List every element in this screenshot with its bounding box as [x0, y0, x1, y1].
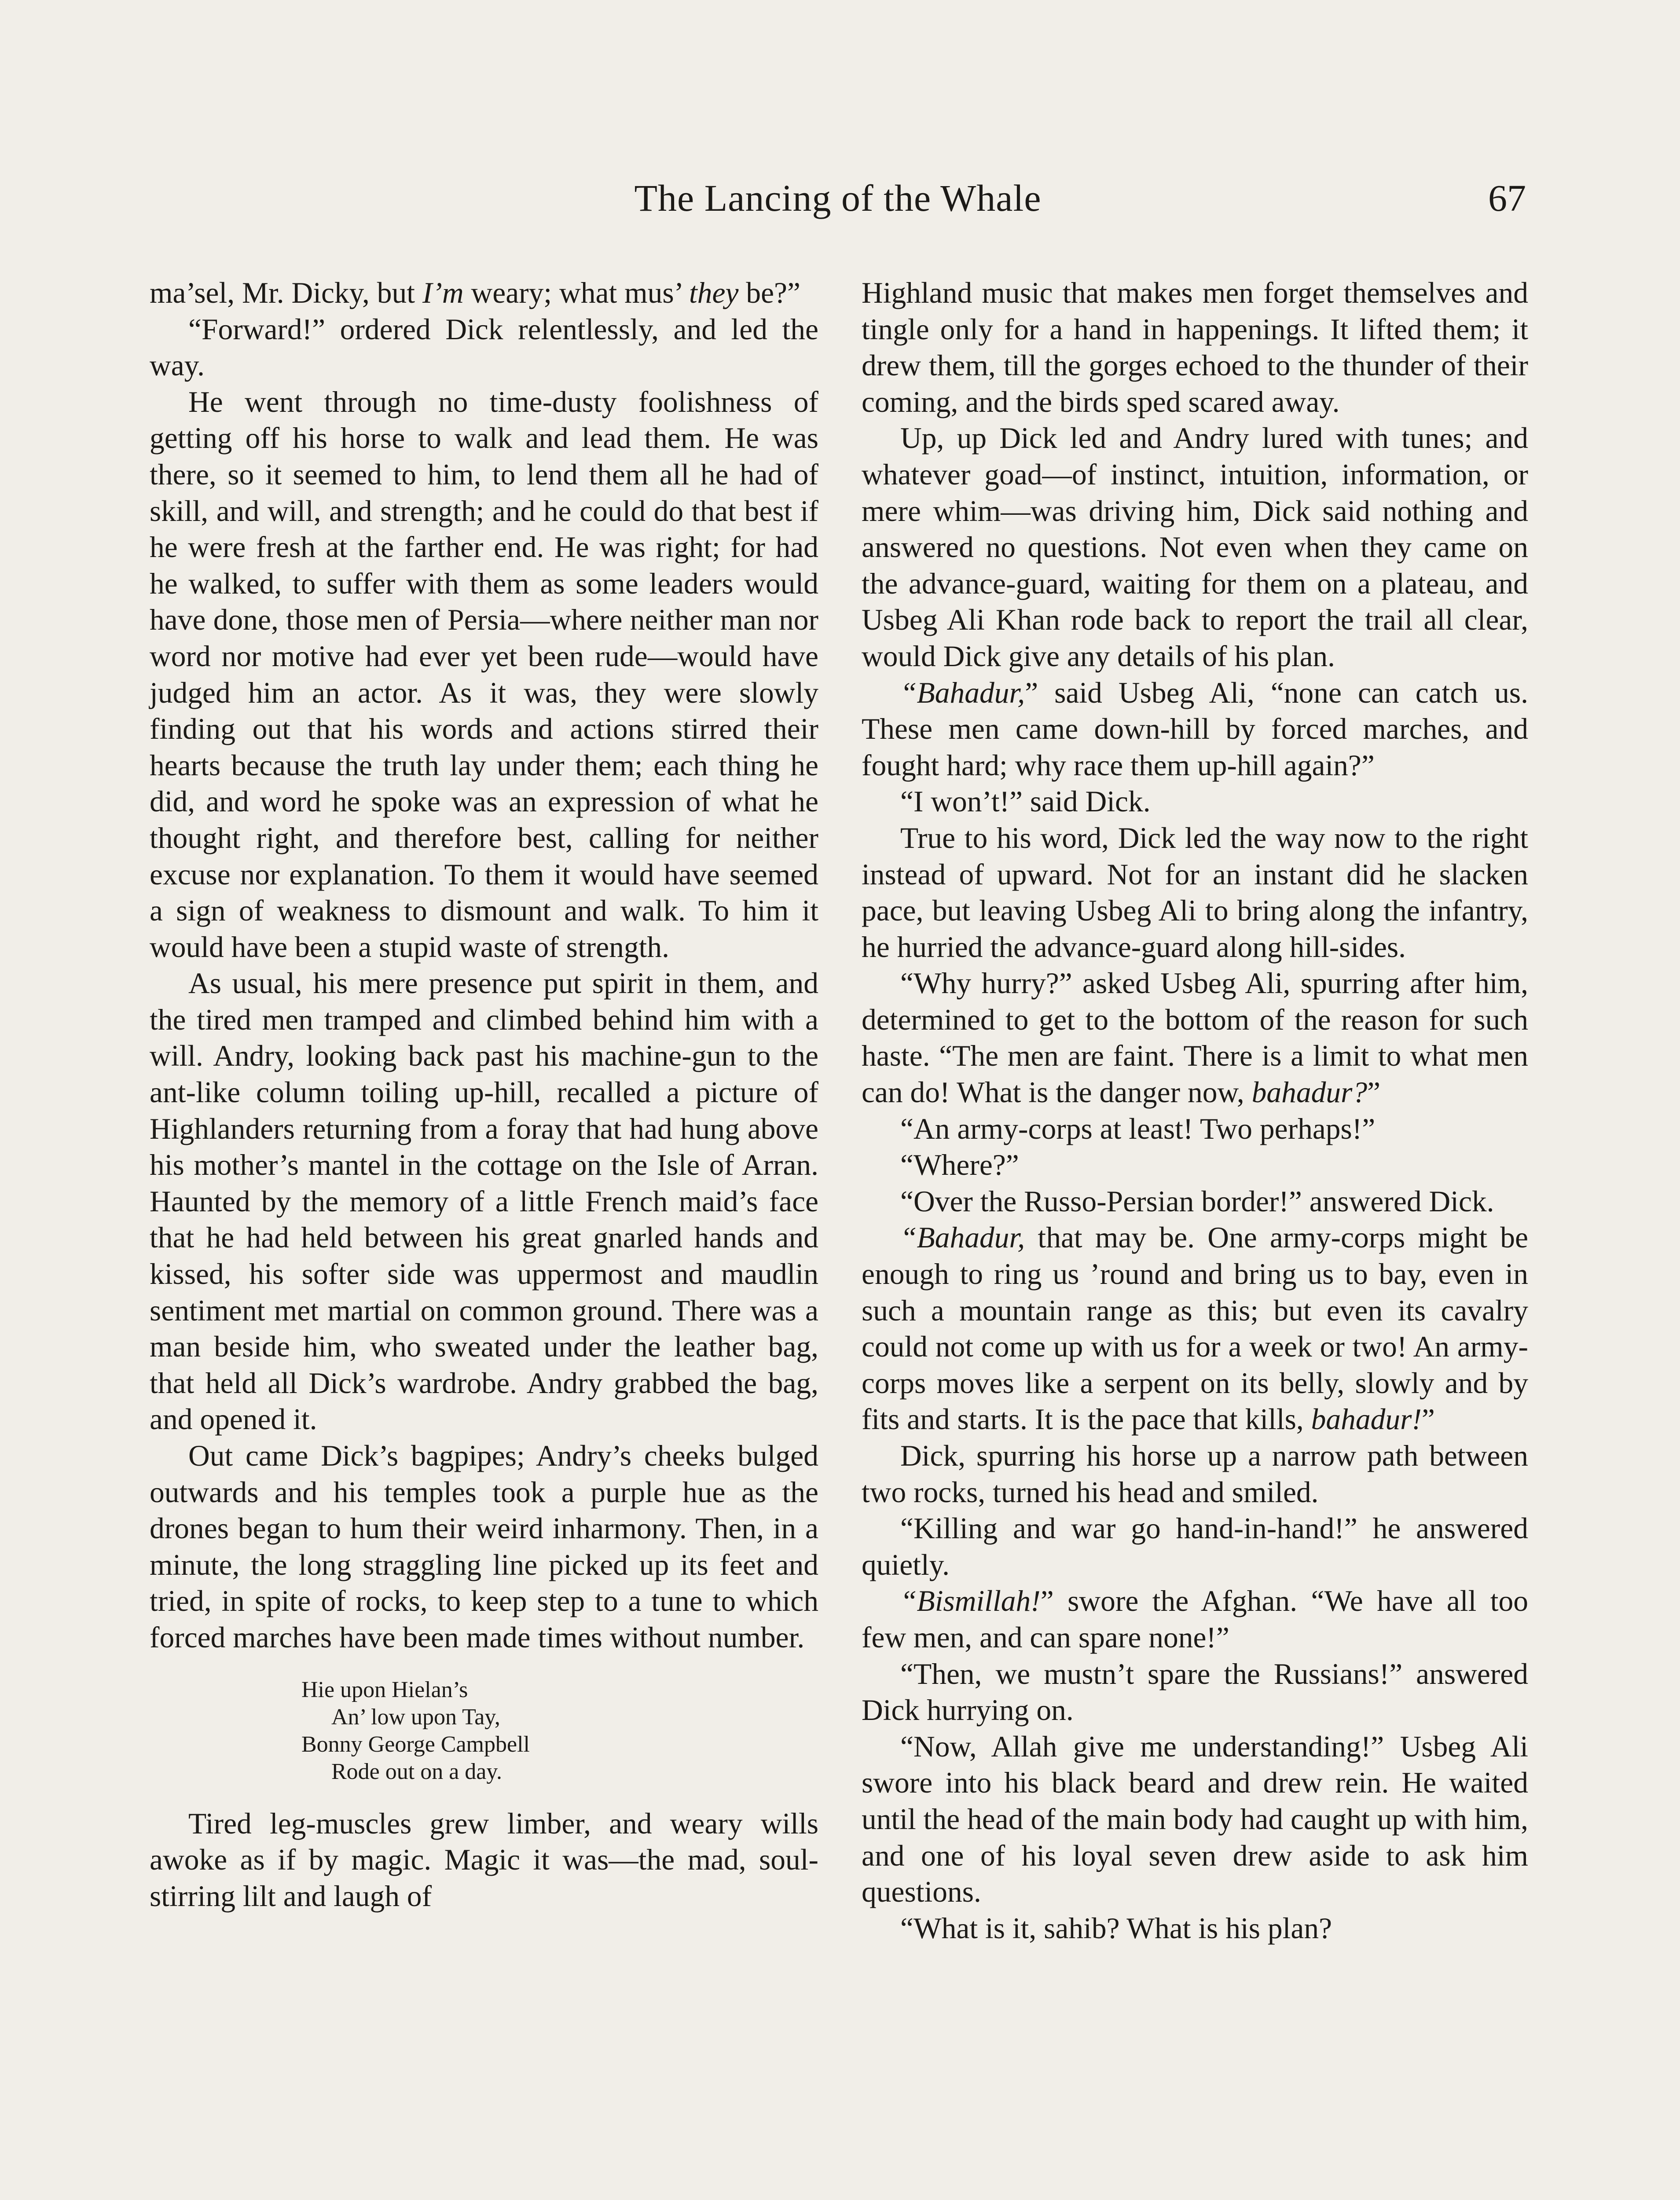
paragraph: “Where?”: [900, 1148, 1019, 1182]
left-column: [150, 275, 818, 1914]
paragraph: True to his word, Dick led the way now to the right instead of upward. Not for an instant did he slacken pace, but leaving Usbeg Ali to bring along the infantry, he hurried the advance-guard along hill-sides.: [862, 821, 1528, 964]
running-title: The Lancing of the Whale: [634, 177, 1042, 219]
paragraph: “Bahadur, that may be. One army-corps might be enough to ring us ’round and bring us to bay, even in such a mountain range as this; but even its cavalry could not come up with us for a week or two! An army-corps moves like a serpent on its belly, slowly and by fits and starts. It is the pace that kills, bahadur!”: [862, 1221, 1528, 1436]
paragraph: ma’sel, Mr. Dicky, but I’m weary; what mus’ they be?”: [150, 276, 800, 309]
paragraph: “Killing and war go hand-in-hand!” he answered quietly.: [862, 1512, 1528, 1581]
paragraph: “Why hurry?” asked Usbeg Ali, spurring after him, determined to get to the bottom of the reason for such haste. “The men are faint. There is a limit to what men can do! What is the danger now, bahadur?”: [862, 967, 1528, 1109]
verse-line: Rode out on a day.: [331, 1759, 502, 1784]
paragraph: Dick, spurring his horse up a narrow path between two rocks, turned his head and smiled.: [862, 1439, 1528, 1509]
verse-block: [301, 1676, 818, 1786]
page-number: 67: [1488, 177, 1526, 219]
paragraph: “Bismillah!” swore the Afghan. “We have all too few men, and can spare none!”: [862, 1584, 1528, 1654]
paragraph: “Now, Allah give me understanding!” Usbeg Ali swore into his black beard and drew rein. He waited until the head of the main body had caught up with him, and one of his loyal seven drew aside to ask him questions.: [862, 1730, 1528, 1909]
verse-line: An’ low upon Tay,: [331, 1704, 500, 1730]
verse-line: Bonny George Campbell: [301, 1731, 530, 1757]
page-header: [150, 176, 1526, 229]
paragraph: “Forward!” ordered Dick relentlessly, and led the way.: [150, 312, 818, 382]
verse-line: Hie upon Hielan’s: [301, 1677, 468, 1702]
paragraph: Up, up Dick led and Andry lured with tunes; and whatever goad—of instinct, intuition, information, or mere whim—was driving him, Dick said nothing and answered no questions. Not even when they came on the advance-guard, waiting for them on a plateau, and Usbeg Ali Khan rode back to report the trail all clear, would Dick give any details of his plan.: [862, 422, 1528, 673]
paragraph: Out came Dick’s bagpipes; Andry’s cheeks bulged outwards and his temples took a purple hue as the drones began to hum their weird inharmony. Then, in a minute, the long straggling line picked up its feet and tried, in spite of rocks, to keep step to a tune to which forced marches have been made times without number.: [150, 1439, 818, 1654]
paragraph: “What is it, sahib? What is his plan?: [900, 1911, 1332, 1945]
paragraph: He went through no time-dusty foolishness of getting off his horse to walk and lead them. He was there, so it seemed to him, to lend them all he had of skill, and will, and strength; and he could do that best if he were fresh at the farther end. He was right; for had he walked, to suffer with them as some leaders would have done, those men of Persia—where neither man nor word nor motive had ever yet been rude—would have judged him an actor. As it was, they were slowly finding out that his words and actions stirred their hearts because the truth lay under them; each thing he did, and word he spoke was an expression of what he thought right, and therefore best, calling for neither excuse nor explanation. To them it would have seemed a sign of weakness to dismount and walk. To him it would have been a stupid waste of strength.: [150, 385, 818, 964]
paragraph: “Over the Russo-Persian border!” answered Dick.: [900, 1184, 1494, 1218]
paragraph: “Bahadur,” said Usbeg Ali, “none can catch us. These men came down-hill by forced marches, and fought hard; why race them up-hill again?”: [862, 676, 1528, 782]
paragraph: Tired leg-muscles grew limber, and weary wills awoke as if by magic. Magic it was—the mad, soul-stirring lilt and laugh of: [150, 1807, 818, 1913]
paragraph: “Then, we mustn’t spare the Russians!” answered Dick hurrying on.: [862, 1657, 1528, 1727]
paragraph: “I won’t!” said Dick.: [900, 785, 1151, 818]
paragraph: Highland music that makes men forget themselves and tingle only for a hand in happenings. It lifted them; it drew them, till the gorges echoed to the thunder of their coming, and the birds sped scared away.: [862, 276, 1528, 418]
paragraph: “An army-corps at least! Two perhaps!”: [900, 1112, 1376, 1145]
right-column: [862, 275, 1528, 1947]
paragraph: As usual, his mere presence put spirit in them, and the tired men tramped and climbed behind him with a will. Andry, looking back past his machine-gun to the ant-like column toiling up-hill, recalled a picture of Highlanders returning from a foray that had hung above his mother’s mantel in the cottage on the Isle of Arran. Haunted by the memory of a little French maid’s face that he had held between his great gnarled hands and kissed, his softer side was uppermost and maudlin sentiment met martial on common ground. There was a man beside him, who sweated under the leather bag, that held all Dick’s wardrobe. Andry grabbed the bag, and opened it.: [150, 967, 818, 1436]
